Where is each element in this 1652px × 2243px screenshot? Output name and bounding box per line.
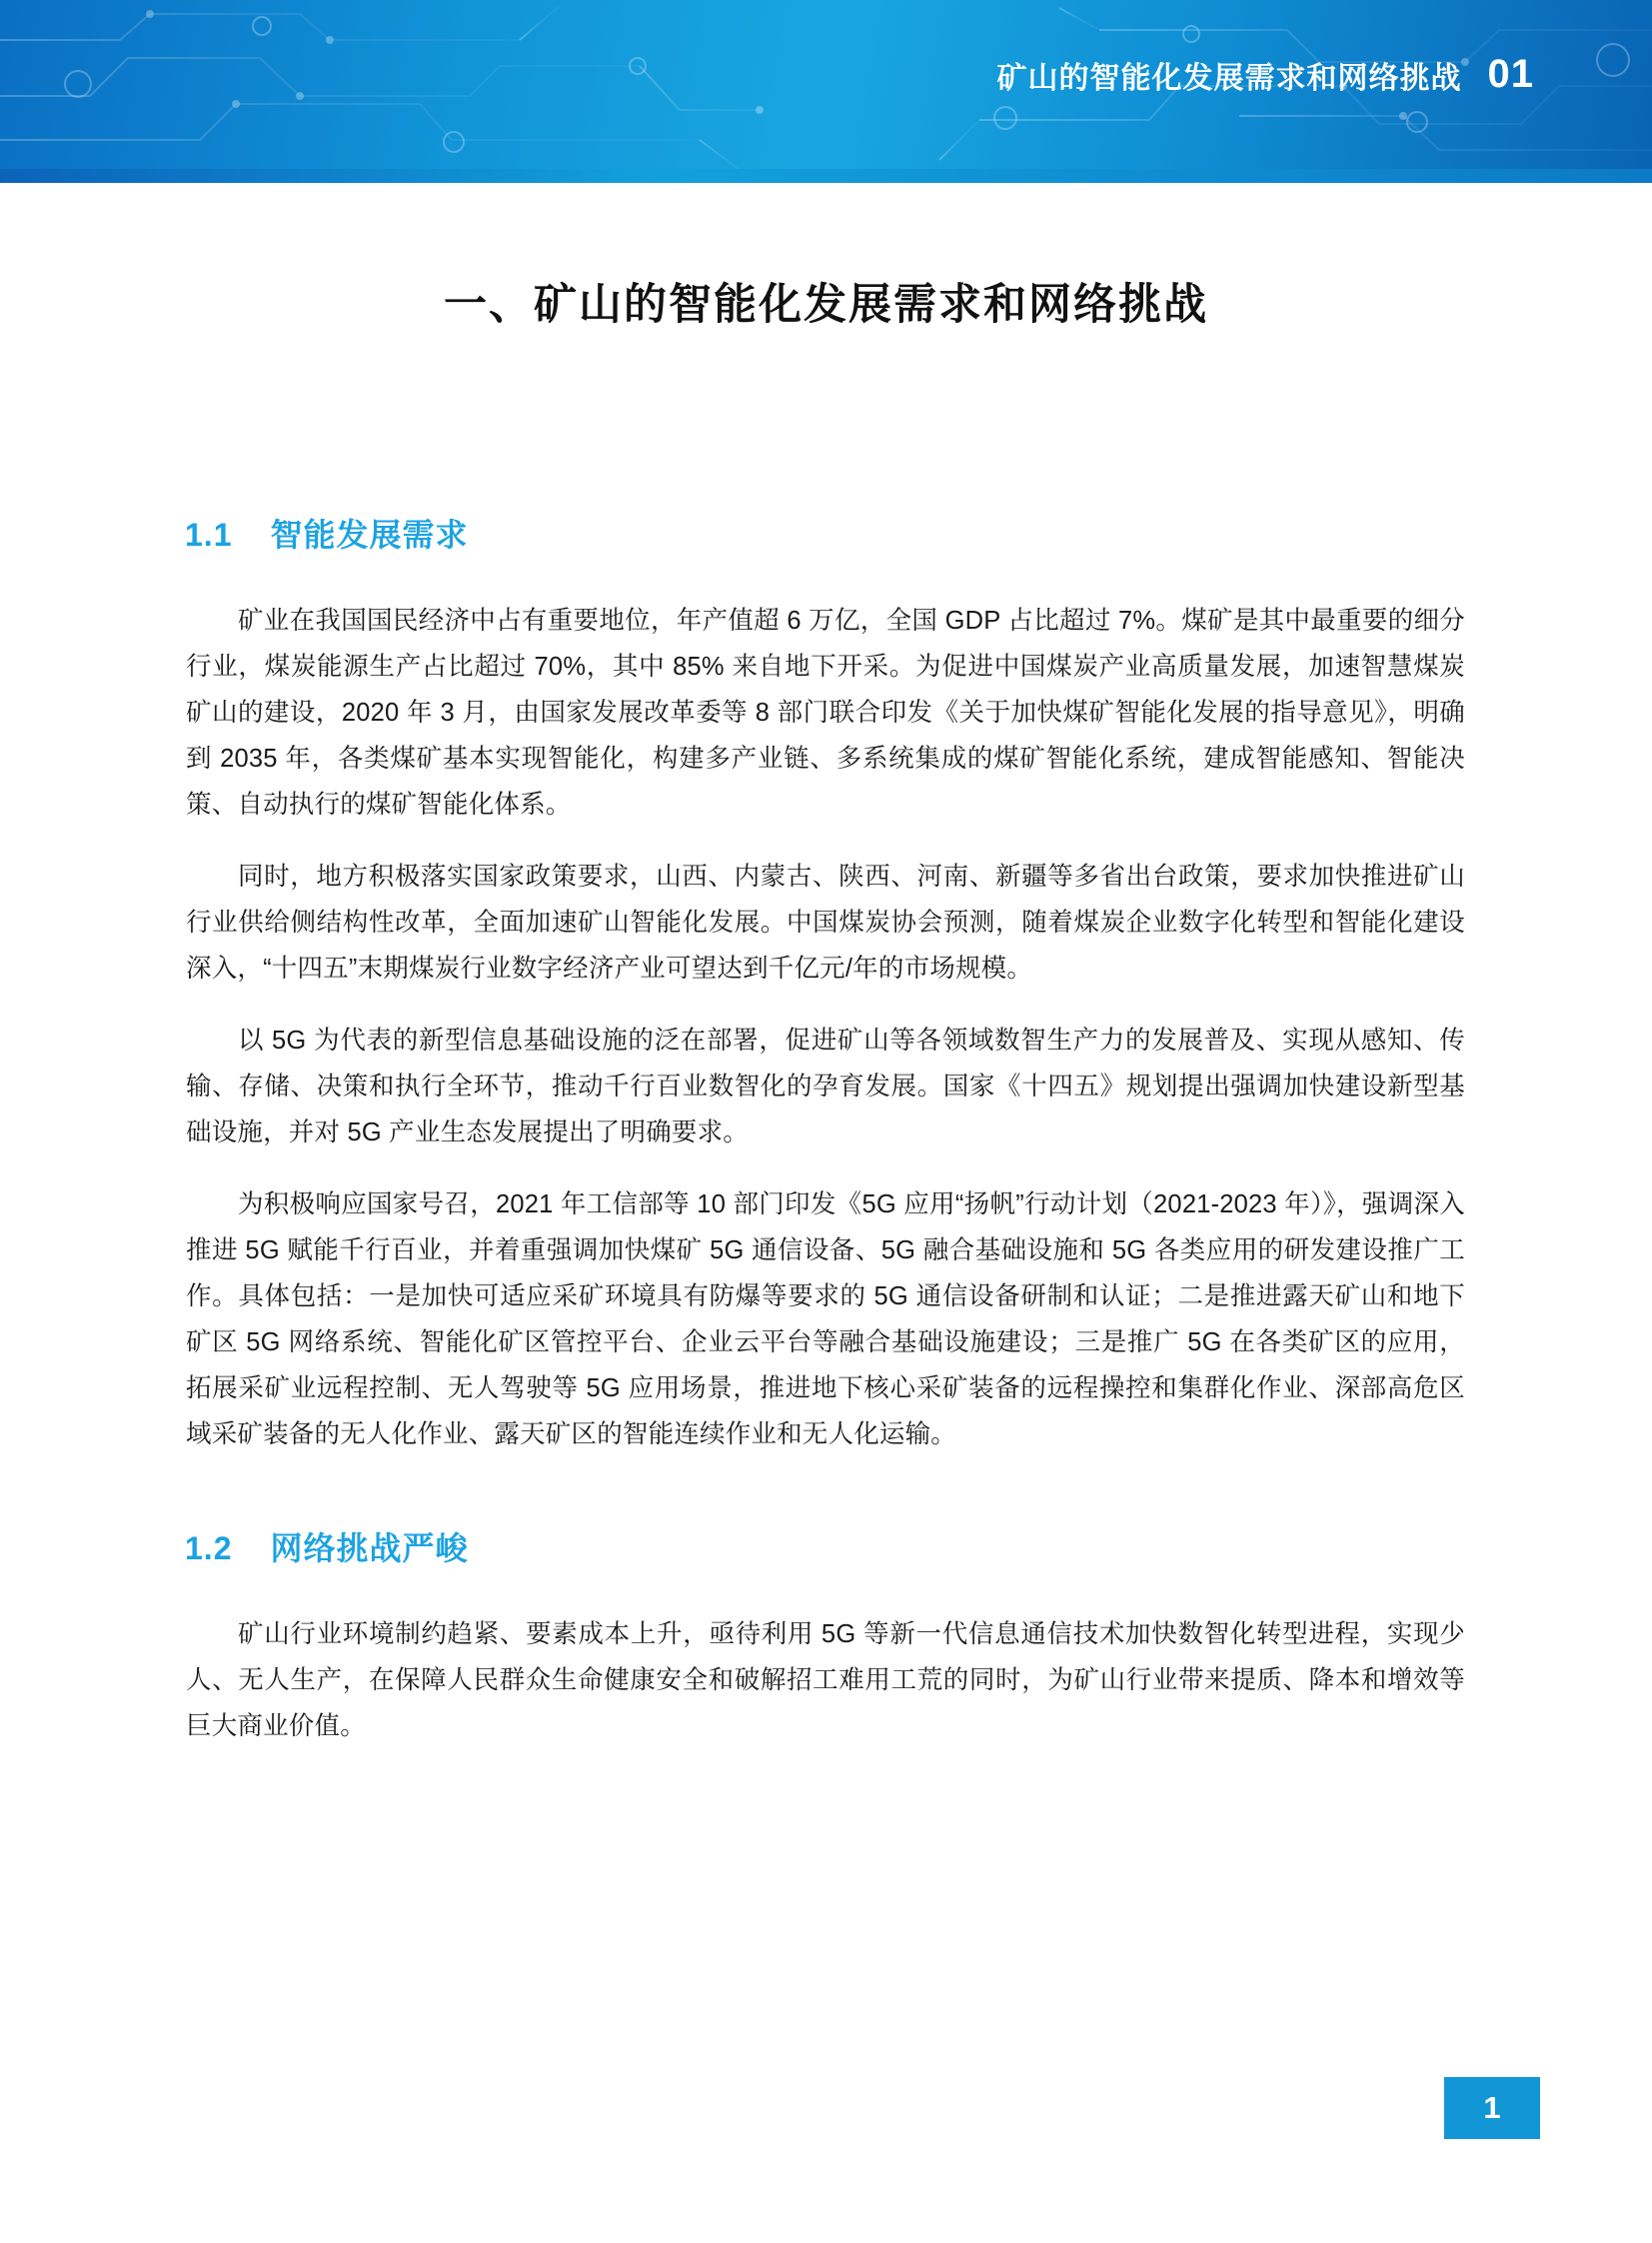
paragraph: 为积极响应国家号召，2021 年工信部等 10 部门印发《5G 应用“扬帆”行动计划（2021-2023 年）》，强调深入推进 5G 赋能千行百业，并着重强调加快煤矿 5G 通信设备、5G 融合基础设施和 5G 各类应用的研发建设推广工作。具体包括：一是加快可适应采矿环境具有防爆等要求的 5G 通信设备研制和认证；二是推进露天矿山和地下矿区 5G 网络系统、智能化矿区管控平台、企业云平台等融合基础设施建设；三是推广 5G 在各类矿区的应用，拓展采矿业远程控制、无人驾驶等 5G 应用场景，推进地下核心采矿装备的远程操控和集群化作业、深部高危区域采矿装备的无人化作业、露天矿区的智能连续作业和无人化运输。 xyxy=(186,1190,1465,1448)
running-title: 矿山的智能化发展需求和网络挑战 xyxy=(996,61,1462,95)
header-bottom-edge xyxy=(0,169,1652,183)
section-label-1-2: 网络挑战严峻 xyxy=(270,1530,469,1566)
section-number-1-1: 1.1 xyxy=(185,517,233,553)
paragraph: 以 5G 为代表的新型信息基础设施的泛在部署，促进矿山等各领域数智生产力的发展普及、实现从感知、传输、存储、决策和执行全环节，推动千行百业数智化的孕育发展。国家《十四五》规划提出强调加快建设新型基础设施，并对 5G 产业生态发展提出了明确要求。 xyxy=(186,1027,1465,1146)
section-heading-1-2 xyxy=(185,1523,1652,1569)
paragraph: 矿业在我国国民经济中占有重要地位，年产值超 6 万亿，全国 GDP 占比超过 7%。煤矿是其中最重要的细分行业，煤炭能源生产占比超过 70%，其中 85% 来自地下开采。为促进中国煤炭产业高质量发展，加速智慧煤炭矿山的建设，2020 年 3 月，由国家发展改革委等 8 部门联合印发《关于加快煤矿智能化发展的指导意见》，明确到 2035 年，各类煤矿基本实现智能化，构建多产业链、多系统集成的煤矿智能化系统，建成智能感知、智能决策、自动执行的煤矿智能化体系。 xyxy=(186,607,1465,819)
page-title: 一、矿山的智能化发展需求和网络挑战 xyxy=(444,281,1208,329)
header-title-group xyxy=(997,52,1535,97)
paragraph: 同时，地方积极落实国家政策要求，山西、内蒙古、陕西、河南、新疆等多省出台政策，要求加快推进矿山行业供给侧结构性改革，全面加速矿山智能化发展。中国煤炭协会预测，随着煤炭企业数字化转型和智能化建设深入，“十四五”末期煤炭行业数字经济产业可望达到千亿元/年的市场规模。 xyxy=(186,863,1465,983)
page-number-badge: 1 xyxy=(1444,2077,1540,2139)
page-header-banner xyxy=(0,0,1652,183)
paragraph: 矿山行业环境制约趋紧、要素成本上升，亟待利用 5G 等新一代信息通信技术加快数智化转型进程，实现少人、无人生产，在保障人民群众生命健康安全和破解招工难用工荒的同时，为矿山行业带来提质、降本和增效等巨大商业价值。 xyxy=(186,1620,1465,1740)
section-label-1-1: 智能发展需求 xyxy=(270,517,469,553)
chapter-number: 01 xyxy=(1487,52,1534,96)
page-content xyxy=(0,183,1652,1749)
section-heading-1-1 xyxy=(185,510,1652,556)
section-number-1-2: 1.2 xyxy=(185,1530,233,1566)
